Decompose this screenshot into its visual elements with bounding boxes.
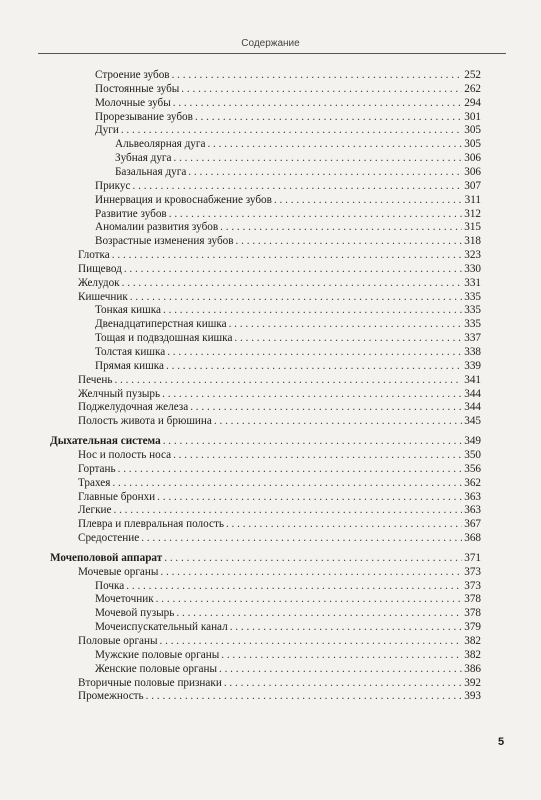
- toc-entry: [95, 123, 481, 137]
- dot-leader: [224, 676, 462, 690]
- toc-entry: [78, 400, 481, 414]
- toc-entry: [95, 606, 481, 620]
- toc-entry-title: Мочевой пузырь: [95, 607, 175, 620]
- toc-entry-page: 392: [464, 676, 481, 689]
- toc-entry-page: 335: [464, 304, 481, 317]
- toc-entry-title: Вторичные половые признаки: [78, 676, 222, 689]
- toc-entry-page: 305: [464, 138, 481, 151]
- toc-entry-title: Полость живота и брюшина: [78, 415, 212, 428]
- toc-entry-page: 335: [464, 290, 481, 303]
- toc-entry: [95, 592, 481, 606]
- toc-entry-page: 382: [464, 635, 481, 647]
- toc-entry-page: 306: [464, 152, 481, 165]
- toc-entry-title: Половые органы: [78, 635, 158, 647]
- dot-leader: [226, 517, 462, 531]
- toc-entry-title: Почка: [95, 579, 125, 592]
- toc-entry-title: Плевра и плевральная полость: [78, 518, 224, 531]
- toc-entry: [78, 676, 481, 690]
- toc-entry-page: 349: [464, 435, 481, 448]
- dot-leader: [156, 592, 463, 606]
- toc-entry-title: Альвеолярная дуга: [115, 138, 206, 151]
- toc-entry-page: 371: [464, 551, 481, 564]
- dot-leader: [112, 476, 462, 490]
- toc-entry-page: 335: [464, 318, 481, 331]
- toc-entry: [95, 662, 481, 676]
- dot-leader: [169, 207, 463, 221]
- dot-leader: [141, 531, 462, 545]
- toc-entry-title: Тонкая кишка: [95, 304, 162, 317]
- dot-leader: [220, 220, 462, 234]
- dot-leader: [112, 248, 462, 262]
- toc-entry-title: Аномалии развития зубов: [95, 221, 219, 234]
- toc-entry: [78, 531, 481, 545]
- dot-leader: [130, 290, 462, 304]
- toc-entry-title: Желудок: [78, 276, 120, 289]
- page-number: 5: [498, 736, 505, 748]
- dot-leader: [236, 234, 463, 248]
- toc-entry-title: Зубная дуга: [115, 152, 172, 165]
- dot-leader: [274, 193, 463, 207]
- header-rule: [38, 53, 506, 54]
- toc-entry-title: Нос и полость носа: [78, 448, 172, 461]
- toc-entry-title: Молочные зубы: [95, 96, 171, 109]
- toc-entry: [78, 290, 481, 304]
- dot-leader: [173, 96, 462, 110]
- toc-entry: [95, 579, 481, 593]
- toc-entry-page: 393: [464, 690, 481, 703]
- dot-leader: [160, 634, 463, 648]
- toc-entry-page: 252: [464, 69, 481, 81]
- toc-entry-page: 305: [464, 124, 481, 137]
- toc-entry: [95, 331, 481, 345]
- dot-leader: [229, 317, 463, 331]
- dot-leader: [163, 303, 462, 317]
- dot-leader: [176, 606, 462, 620]
- dot-leader: [230, 620, 463, 634]
- toc-entry-page: 307: [464, 179, 481, 192]
- dot-leader: [214, 414, 462, 428]
- toc-entry: [115, 151, 481, 165]
- toc-entry-title: Базальная дуга: [115, 165, 187, 178]
- toc-entry-title: Печень: [78, 373, 113, 386]
- toc-entry-page: 301: [464, 110, 481, 123]
- toc-entry-title: Двенадцатиперстная кишка: [95, 318, 227, 331]
- toc-entry-title: Прорезывание зубов: [95, 110, 193, 123]
- dot-leader: [190, 400, 462, 414]
- toc-entry: [78, 634, 481, 648]
- toc-entry-title: Трахея: [78, 476, 111, 489]
- toc-entry-title: Мочеиспускательный канал: [95, 621, 228, 634]
- dot-leader: [164, 551, 462, 565]
- toc-entry-title: Мужские половые органы: [95, 648, 220, 661]
- toc-entry: [78, 490, 481, 504]
- dot-leader: [167, 345, 462, 359]
- dot-leader: [221, 648, 462, 662]
- toc-entry: [95, 220, 481, 234]
- toc-entry: [78, 276, 481, 290]
- toc-entry-title: Поджелудочная железа: [78, 401, 189, 414]
- toc-entry: [78, 517, 481, 531]
- toc-entry-page: 344: [464, 387, 481, 400]
- dot-leader: [188, 165, 462, 179]
- toc-entry-page: 379: [464, 621, 481, 634]
- toc-entry-title: Тощая и подвздошная кишка: [95, 332, 233, 345]
- toc-entry: [78, 565, 481, 579]
- toc-entry-title: Промежность: [78, 690, 144, 703]
- toc-entry-title: Желчный пузырь: [78, 387, 161, 400]
- toc-entry: [95, 82, 481, 96]
- dot-leader: [163, 434, 463, 448]
- toc-entry-page: 311: [464, 193, 481, 206]
- dot-leader: [157, 490, 462, 504]
- toc-entry-page: 294: [464, 96, 481, 109]
- toc-entry-page: 318: [464, 235, 481, 248]
- toc-entry-page: 373: [464, 565, 481, 578]
- toc-entry-title: Дыхательная система: [50, 435, 161, 448]
- dot-leader: [122, 276, 463, 290]
- toc-entry: [95, 317, 481, 331]
- toc-entry: [78, 373, 481, 387]
- toc-entry-page: 373: [464, 579, 481, 592]
- toc-entry: [95, 620, 481, 634]
- toc-entry-page: 363: [464, 490, 481, 503]
- toc-entry-title: Глотка: [78, 249, 110, 262]
- toc-entry: [78, 414, 481, 428]
- toc-entry-title: Легкие: [78, 504, 112, 517]
- toc-entry: [95, 96, 481, 110]
- toc-entry: [78, 448, 481, 462]
- toc-entry: [95, 345, 481, 359]
- dot-leader: [124, 262, 462, 276]
- dot-leader: [173, 448, 462, 462]
- toc-entry: [95, 648, 481, 662]
- toc-entry: [95, 193, 481, 207]
- dot-leader: [207, 137, 462, 151]
- toc-entry-title: Дуги: [95, 124, 119, 137]
- toc-entry: [95, 68, 481, 82]
- toc-entry-page: 337: [464, 332, 481, 345]
- toc-entry-title: Иннервация и кровоснабжение зубов: [95, 193, 272, 206]
- toc-entry-title: Мочеточник: [95, 593, 154, 606]
- toc-entry: [95, 303, 481, 317]
- toc-entry-title: Развитие зубов: [95, 207, 167, 220]
- toc-entry: [78, 262, 481, 276]
- toc-entry: [78, 248, 481, 262]
- toc-entry: [78, 503, 481, 517]
- dot-leader: [234, 331, 462, 345]
- toc-entry-title: Кишечник: [78, 290, 128, 303]
- toc-entry: [115, 137, 481, 151]
- toc-entry-page: 378: [464, 607, 481, 620]
- toc-entry-page: 345: [464, 415, 481, 428]
- toc-entry-page: 339: [464, 359, 481, 372]
- toc-entry-title: Пищевод: [78, 262, 122, 275]
- toc-entry-page: 362: [464, 476, 481, 489]
- toc-entry: [78, 476, 481, 490]
- toc-entry-page: 341: [464, 373, 481, 386]
- dot-leader: [219, 662, 462, 676]
- toc-entry-title: Прикус: [95, 179, 131, 192]
- toc-entry-page: 356: [464, 462, 481, 475]
- toc-entry-page: 312: [464, 207, 481, 220]
- dot-leader: [195, 110, 462, 124]
- dot-leader: [160, 565, 462, 579]
- dot-leader: [146, 689, 463, 703]
- toc-entry: [95, 234, 481, 248]
- toc-entry-title: Главные бронхи: [78, 490, 156, 503]
- dot-leader: [118, 462, 463, 476]
- dot-leader: [133, 179, 463, 193]
- toc-entry: [115, 165, 481, 179]
- toc-entry-title: Средостение: [78, 532, 140, 545]
- toc-entry-title: Мочевые органы: [78, 565, 159, 578]
- toc-entry: [95, 110, 481, 124]
- toc-entry-page: 350: [464, 448, 481, 461]
- dot-leader: [121, 123, 462, 137]
- toc-entry-page: 344: [464, 401, 481, 414]
- toc-entry-title: Гортань: [78, 462, 116, 475]
- toc-entry: [95, 179, 481, 193]
- dot-leader: [173, 151, 462, 165]
- running-header: Содержание: [241, 38, 300, 49]
- toc-entry-page: 306: [464, 165, 481, 178]
- toc-entry: [78, 462, 481, 476]
- toc-entry-page: 315: [464, 221, 481, 234]
- toc-entry-page: 382: [464, 648, 481, 661]
- toc-entry-page: 330: [464, 262, 481, 275]
- dot-leader: [126, 579, 462, 593]
- toc-entry-page: 363: [464, 504, 481, 517]
- toc-entry-title: Мочеполовой аппарат: [50, 551, 163, 564]
- toc-entry-title: Прямая кишка: [95, 359, 164, 372]
- dot-leader: [166, 359, 462, 373]
- toc-entry-page: 331: [464, 276, 481, 289]
- toc-entry-page: 367: [464, 518, 481, 531]
- toc-entry: [95, 359, 481, 373]
- toc-entry: [78, 387, 481, 401]
- toc-entry-page: 378: [464, 593, 481, 606]
- toc-entry-title: Возрастные изменения зубов: [95, 235, 234, 248]
- toc-entry: [50, 434, 481, 448]
- toc-entry-title: Толстая кишка: [95, 346, 166, 358]
- toc-entry: [50, 551, 481, 565]
- dot-leader: [181, 82, 462, 96]
- dot-leader: [114, 373, 462, 387]
- toc-entry: [78, 689, 481, 703]
- toc-entry-page: 262: [464, 82, 481, 95]
- dot-leader: [113, 503, 462, 517]
- toc-entry-page: 338: [464, 346, 481, 358]
- toc-entry-title: Строение зубов: [95, 69, 170, 81]
- toc-entry-title: Женские половые органы: [95, 662, 217, 675]
- toc-entry-page: 323: [464, 249, 481, 262]
- dot-leader: [172, 68, 463, 82]
- toc-entry-title: Постоянные зубы: [95, 82, 180, 95]
- toc-entry-page: 386: [464, 662, 481, 675]
- toc-entry-page: 368: [464, 532, 481, 545]
- dot-leader: [162, 387, 462, 401]
- toc-entry: [95, 207, 481, 221]
